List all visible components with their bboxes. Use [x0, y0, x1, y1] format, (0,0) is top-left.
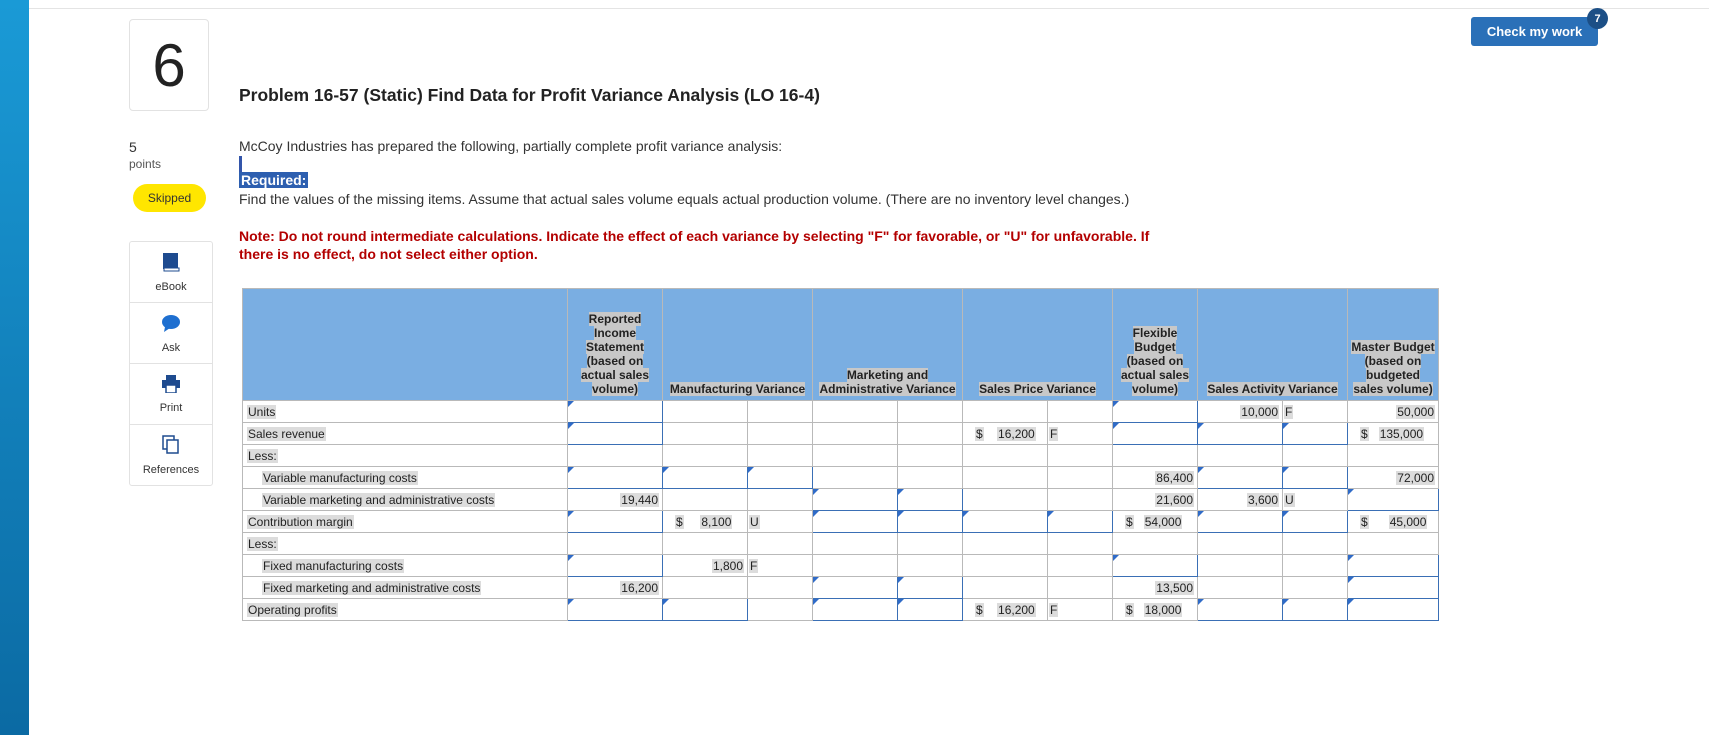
- cell-value: 54,000: [1144, 514, 1182, 529]
- table-row: [243, 577, 1439, 599]
- row-label: Less:: [248, 536, 277, 551]
- problem-intro: McCoy Industries has prepared the following, partially complete profit variance analysis:: [239, 138, 783, 154]
- header-master: Master Budget (based on budgeted sales volume): [1348, 289, 1439, 401]
- fu-selector: U: [750, 514, 759, 529]
- top-divider: [29, 8, 1709, 9]
- fixed-mfg-reported-input[interactable]: [568, 555, 663, 577]
- op-reported-input[interactable]: [568, 599, 663, 621]
- references-button[interactable]: [130, 425, 212, 485]
- header-sales-price: Sales Price Variance: [963, 289, 1113, 401]
- cell-value: 3,600: [1247, 492, 1278, 507]
- cell-value: 86,400: [1156, 470, 1193, 485]
- revenue-sales-activity-fu[interactable]: [1283, 423, 1348, 445]
- cm-reported-input[interactable]: [568, 511, 663, 533]
- cm-price-fu[interactable]: [1048, 511, 1113, 533]
- variance-table: [242, 288, 1439, 621]
- table-row: Operating profits $ 16,200 F $ 18,000: [243, 599, 1439, 621]
- table-row: [243, 467, 1439, 489]
- row-label: Contribution margin: [248, 514, 353, 529]
- var-mfg-reported-input[interactable]: [568, 467, 663, 489]
- revenue-sales-activity-input[interactable]: [1198, 423, 1283, 445]
- table-row: [243, 401, 1439, 423]
- printer-icon: [161, 375, 181, 396]
- ask-label: Ask: [161, 341, 181, 354]
- required-label: Required:: [241, 172, 307, 188]
- op-sales-activity-fu[interactable]: [1283, 599, 1348, 621]
- table-row: [243, 489, 1439, 511]
- cell-value: 1,800: [712, 558, 743, 573]
- units-reported-input[interactable]: [568, 401, 663, 423]
- revenue-reported-input[interactable]: [568, 423, 663, 445]
- problem-instructions: Find the values of the missing items. Assume that actual sales volume equals actual production volume. (There are no inventory level changes.): [239, 191, 1130, 207]
- revenue-flexible-input[interactable]: [1113, 423, 1198, 445]
- cell-value: 13,500: [1156, 580, 1193, 595]
- header-marketing: Marketing and Administrative Variance: [813, 289, 963, 401]
- cm-mkt-input[interactable]: [813, 511, 898, 533]
- header-blank: [243, 289, 568, 401]
- fu-selector: U: [1285, 492, 1294, 507]
- fixed-mfg-master-input[interactable]: [1348, 555, 1439, 577]
- fu-selector: F: [750, 558, 758, 573]
- row-label: Operating profits: [248, 602, 337, 617]
- var-mkt-master-input[interactable]: [1348, 489, 1439, 511]
- question-number: 6: [129, 19, 209, 111]
- fixed-mfg-flexible-input[interactable]: [1113, 555, 1198, 577]
- problem-title: Problem 16-57 (Static) Find Data for Profit Variance Analysis (LO 16-4): [239, 85, 820, 105]
- op-mfg-input[interactable]: [663, 599, 748, 621]
- var-mfg-mfg-input[interactable]: [663, 467, 748, 489]
- table-row: [243, 533, 1439, 555]
- cell-value: 45,000: [1389, 514, 1427, 529]
- cm-mkt-fu[interactable]: [898, 511, 963, 533]
- cm-sales-activity-fu[interactable]: [1283, 511, 1348, 533]
- copy-icon: [162, 435, 180, 458]
- fixed-mkt-master-input[interactable]: [1348, 577, 1439, 599]
- header-sales-activity: Sales Activity Variance: [1198, 289, 1348, 401]
- cm-sales-activity-input[interactable]: [1198, 511, 1283, 533]
- ebook-button[interactable]: [130, 242, 212, 303]
- left-accent-bar: [0, 0, 29, 735]
- cm-price-input[interactable]: [963, 511, 1048, 533]
- fixed-mkt-mkt-fu[interactable]: [898, 577, 963, 599]
- row-label: Units: [248, 404, 276, 419]
- points-label: points: [129, 157, 162, 171]
- table-row: Sales revenue $ 16,200 F $ 135,000: [243, 423, 1439, 445]
- cell-value: 135,000: [1379, 426, 1424, 441]
- table-row: [243, 555, 1439, 577]
- op-mkt-fu[interactable]: [898, 599, 963, 621]
- references-label: References: [142, 463, 200, 476]
- op-sales-activity-input[interactable]: [1198, 599, 1283, 621]
- cell-value: 16,200: [998, 426, 1035, 441]
- print-label: Print: [159, 401, 183, 414]
- cell-value: 10,000: [1241, 404, 1278, 419]
- fixed-mkt-mkt-input[interactable]: [813, 577, 898, 599]
- book-icon: [162, 252, 180, 275]
- op-mkt-input[interactable]: [813, 599, 898, 621]
- problem-note: Note: Do not round intermediate calculations. Indicate the effect of each variance by selecting "F" for favorable, or "U" for unfavorable. If there is no effect, do not select either option.: [239, 228, 1150, 262]
- ask-button[interactable]: [130, 303, 212, 364]
- chat-icon: [161, 313, 181, 336]
- row-label: Sales revenue: [248, 426, 325, 441]
- check-my-work-button[interactable]: Check my work: [1471, 17, 1598, 46]
- header-flexible: Flexible Budget (based on actual sales volume): [1113, 289, 1198, 401]
- var-mfg-sales-activity-fu[interactable]: [1283, 467, 1348, 489]
- table-header-row: [243, 289, 1439, 401]
- check-count-badge: 7: [1587, 8, 1608, 29]
- fu-selector: F: [1050, 426, 1058, 441]
- table-row: Contribution margin $ 8,100 U $ 54,000 $ 45,000: [243, 511, 1439, 533]
- row-label: Fixed marketing and administrative costs: [263, 580, 481, 595]
- cell-value: 16,200: [621, 580, 658, 595]
- cell-value: 18,000: [1144, 602, 1182, 617]
- cell-value: 16,200: [998, 602, 1035, 617]
- tools-panel: [129, 241, 213, 486]
- row-label: Less:: [248, 448, 277, 463]
- print-button[interactable]: [130, 364, 212, 425]
- row-label: Variable marketing and administrative costs: [263, 492, 495, 507]
- var-mfg-sales-activity-input[interactable]: [1198, 467, 1283, 489]
- fu-selector: F: [1050, 602, 1058, 617]
- op-master-input[interactable]: [1348, 599, 1439, 621]
- header-reported: Reported Income Statement (based on actual sales volume): [568, 289, 663, 401]
- header-manufacturing: Manufacturing Variance: [663, 289, 813, 401]
- table-row: [243, 445, 1439, 467]
- text-cursor: [239, 156, 242, 173]
- row-label: Variable manufacturing costs: [263, 470, 417, 485]
- cell-value: 21,600: [1156, 492, 1193, 507]
- var-mkt-mkt-fu[interactable]: [898, 489, 963, 511]
- row-label: Fixed manufacturing costs: [263, 558, 404, 573]
- units-flexible-input[interactable]: [1113, 401, 1198, 423]
- cell-value: 50,000: [1397, 404, 1434, 419]
- cell-value: 72,000: [1397, 470, 1434, 485]
- cell-value: 8,100: [701, 514, 732, 529]
- ebook-label: eBook: [155, 280, 187, 293]
- var-mfg-mfg-fu[interactable]: [748, 467, 813, 489]
- points-value: 5: [129, 139, 137, 155]
- var-mkt-mkt-input[interactable]: [813, 489, 898, 511]
- cell-value: 19,440: [621, 492, 658, 507]
- status-badge: Skipped: [133, 184, 206, 212]
- fu-selector: F: [1285, 404, 1293, 419]
